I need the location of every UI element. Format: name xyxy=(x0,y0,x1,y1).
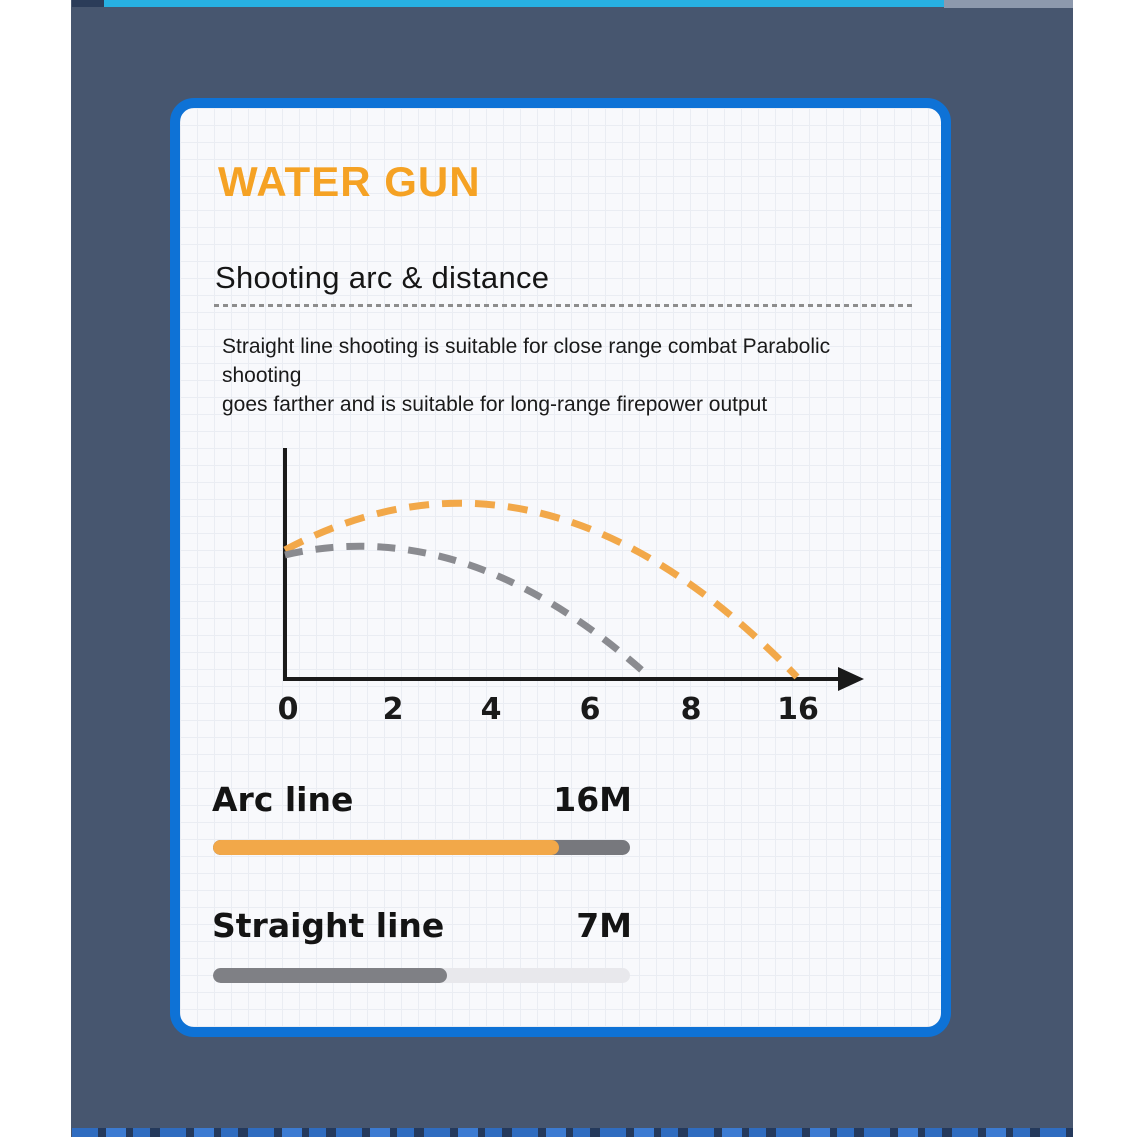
x-tick-6: 6 xyxy=(579,692,601,727)
arc-line-row xyxy=(212,780,632,819)
arc-line-bar-fill xyxy=(213,840,559,855)
arc-line-label: Arc line xyxy=(212,780,354,819)
x-tick-4: 4 xyxy=(480,692,502,727)
x-tick-8: 8 xyxy=(680,692,702,727)
description-line-2: goes farther and is suitable for long-range firepower output xyxy=(222,393,768,416)
straight-line-row xyxy=(212,906,632,945)
arc-line-value: 16M xyxy=(553,780,632,819)
trajectory-chart-svg xyxy=(250,423,890,743)
heading-dashed-rule xyxy=(214,304,914,307)
x-tick-2: 2 xyxy=(382,692,404,727)
straight-line-bar-track xyxy=(213,968,630,983)
description-text xyxy=(222,332,894,419)
bottom-edge-dashed-strip xyxy=(72,1128,1073,1137)
page-title: WATER GUN xyxy=(218,158,481,205)
arc-line-curve xyxy=(285,503,797,677)
arc-line-bar-track xyxy=(213,840,630,855)
x-axis-arrow-icon xyxy=(838,667,864,691)
straight-line-label: Straight line xyxy=(212,906,445,945)
trajectory-chart xyxy=(250,423,890,743)
straight-line-value: 7M xyxy=(576,906,632,945)
top-edge-dark-strip xyxy=(72,0,104,7)
top-edge-light-strip xyxy=(944,0,1073,8)
product-info-card xyxy=(170,98,951,1037)
x-tick-0: 0 xyxy=(277,692,299,727)
x-tick-16: 16 xyxy=(777,692,819,727)
section-heading: Shooting arc & distance xyxy=(215,260,550,295)
description-line-1: Straight line shooting is suitable for close range combat Parabolic shooting xyxy=(222,335,831,387)
straight-line-bar-fill xyxy=(213,968,447,983)
straight-line-curve xyxy=(285,546,645,673)
top-edge-cyan-strip xyxy=(104,0,944,7)
